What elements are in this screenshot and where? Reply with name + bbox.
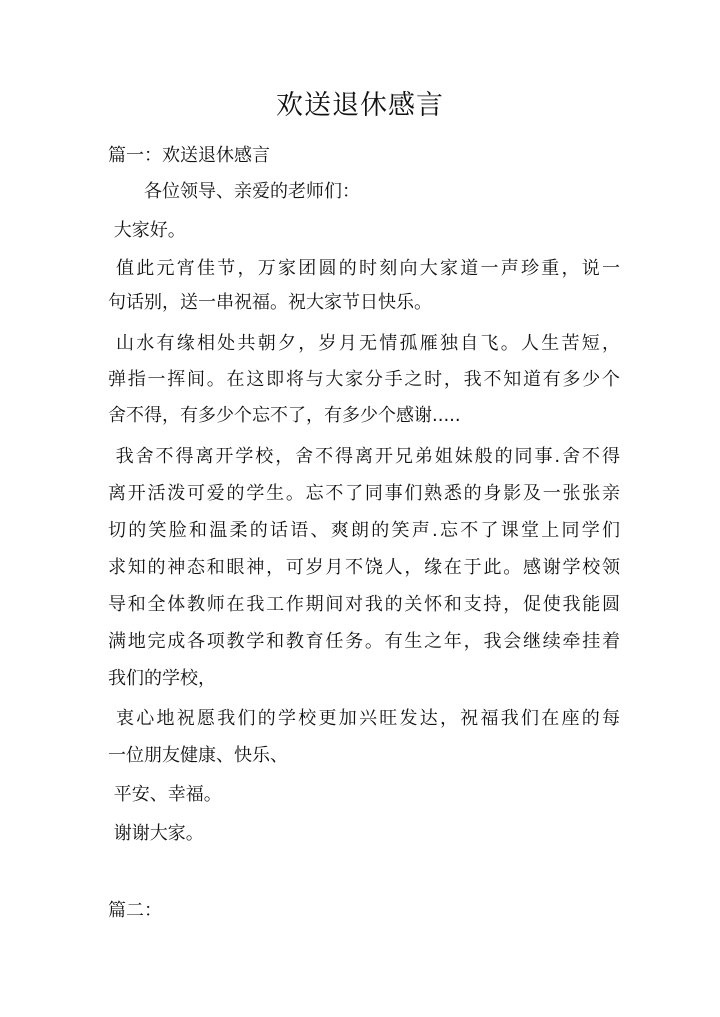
paragraph-line: 我们的学校， (108, 668, 216, 689)
salutation: 各位领导、亲爱的老师们： (108, 181, 360, 202)
greeting: 大家好。 (108, 220, 186, 241)
closing-line: 谢谢大家。 (108, 823, 204, 844)
paragraph-line: 衷心地祝愿我们的学校更加兴旺发达，祝福我们在座的每 (108, 708, 620, 729)
paragraph-line: 平安、幸福。 (108, 784, 222, 805)
paragraph-line: 弹指一挥间。在这即将与大家分手之时，我不知道有多少个 (108, 369, 620, 390)
paragraph-line: 句话别，送一串祝福。祝大家节日快乐。 (108, 292, 432, 313)
paragraph-line: 离开活泼可爱的学生。忘不了同事们熟悉的身影及一张张亲 (108, 483, 620, 504)
paragraph-line: 一位朋友健康、快乐、 (108, 745, 288, 766)
paragraph-line: 我舍不得离开学校，舍不得离开兄弟姐妹般的同事.舍不得 (108, 446, 620, 467)
paragraph-line: 求知的神态和眼神，可岁月不饶人，缘在于此。感谢学校领 (108, 557, 620, 578)
section-heading-1: 篇一：欢送退休感言 (108, 145, 270, 166)
paragraph-line: 切的笑脸和温柔的话语、爽朗的笑声.忘不了课堂上同学们 (108, 520, 620, 541)
paragraph-line: 舍不得，有多少个忘不了，有多少个感谢..... (108, 405, 461, 426)
paragraph-line: 满地完成各项教学和教育任务。有生之年，我会继续牵挂着 (108, 631, 620, 652)
section-heading-2: 篇二： (108, 900, 162, 921)
paragraph-line: 导和全体教师在我工作期间对我的关怀和支持，促使我能圆 (108, 594, 620, 615)
document-title: 欢送退休感言 (276, 90, 444, 121)
paragraph-line: 值此元宵佳节，万家团圆的时刻向大家道一声珍重，说一 (108, 258, 620, 279)
paragraph-line: 山水有缘相处共朝夕，岁月无情孤雁独自飞。人生苦短， (108, 333, 620, 354)
